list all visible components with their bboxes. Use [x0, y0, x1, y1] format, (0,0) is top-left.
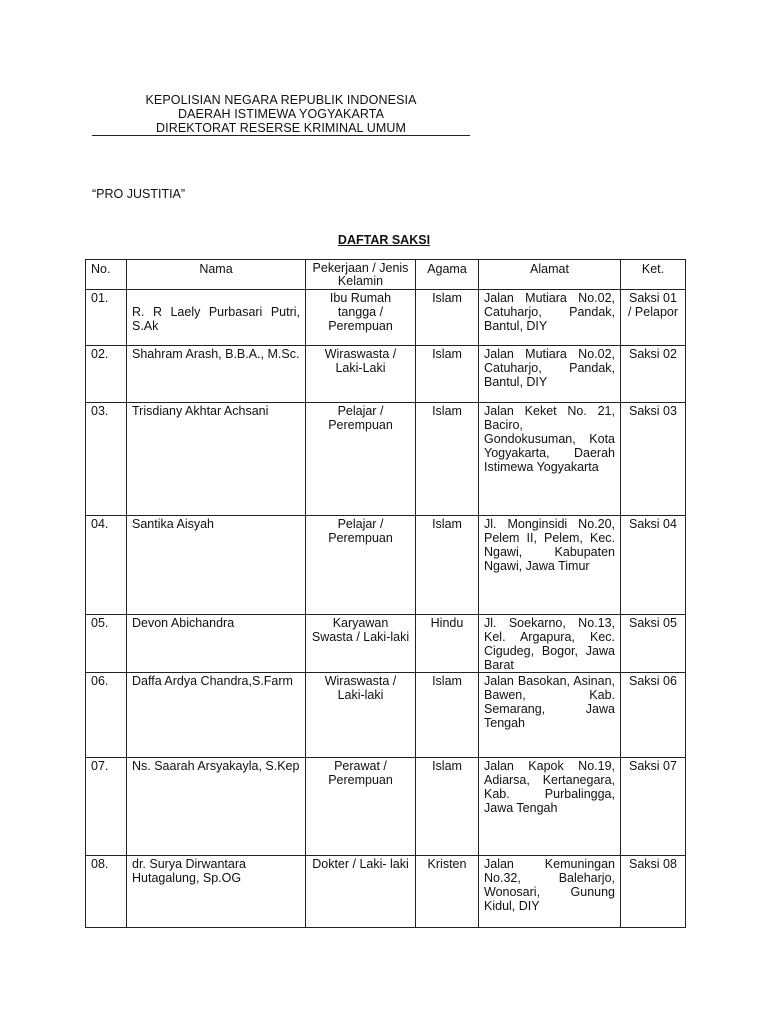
- cell-nama: Santika Aisyah: [127, 516, 306, 615]
- cell-nama: Devon Abichandra: [127, 615, 306, 673]
- column-header-pekerjaan: Pekerjaan / Jenis Kelamin: [306, 260, 416, 290]
- table-row: [86, 673, 686, 758]
- letterhead-line-3: DIREKTORAT RESERSE KRIMINAL UMUM: [156, 121, 406, 135]
- cell-pekerjaan: Ibu Rumah tangga / Perempuan: [306, 290, 416, 346]
- cell-ket: Saksi 08: [621, 856, 686, 928]
- column-header-no: No.: [86, 260, 127, 290]
- cell-alamat: Jalan Kemuningan No.32, Baleharjo, Wonosari, Gunung Kidul, DIY: [479, 856, 621, 928]
- cell-ket: Saksi 05: [621, 615, 686, 673]
- letterhead-divider: [92, 135, 470, 136]
- cell-alamat: Jalan Kapok No.19, Adiarsa, Kertanegara, Kab. Purbalingga, Jawa Tengah: [479, 758, 621, 856]
- letterhead-line-1: KEPOLISIAN NEGARA REPUBLIK INDONESIA: [145, 93, 417, 107]
- table-row: [86, 615, 686, 673]
- cell-pekerjaan: Pelajar / Perempuan: [306, 516, 416, 615]
- table-row: [86, 856, 686, 928]
- cell-alamat: Jalan Mutiara No.02, Catuharjo, Pandak, Bantul, DIY: [479, 346, 621, 403]
- witness-name: R. R Laely Purbasari Putri, S.Ak: [132, 305, 300, 333]
- cell-nama: Daffa Ardya Chandra,S.Farm: [127, 673, 306, 758]
- cell-alamat: Jalan Keket No. 21, Baciro, Gondokusuman, Kota Yogyakarta, Daerah Istimewa Yogyakarta: [479, 403, 621, 516]
- table-row: [86, 346, 686, 403]
- pro-justitia-label: “PRO JUSTITIA”: [92, 187, 186, 201]
- table-row: [86, 403, 686, 516]
- cell-agama: Islam: [416, 516, 479, 615]
- letterhead-line-2: DAERAH ISTIMEWA YOGYAKARTA: [177, 107, 385, 121]
- cell-nama: Trisdiany Akhtar Achsani: [127, 403, 306, 516]
- cell-agama: Islam: [416, 346, 479, 403]
- cell-no: 04.: [86, 516, 127, 615]
- cell-nama: Shahram Arash, B.B.A., M.Sc.: [127, 346, 306, 403]
- cell-no: 06.: [86, 673, 127, 758]
- column-header-alamat: Alamat: [479, 260, 621, 290]
- cell-nama: Ns. Saarah Arsyakayla, S.Kep: [127, 758, 306, 856]
- cell-pekerjaan: Wiraswasta / Laki-Laki: [306, 346, 416, 403]
- cell-ket: Saksi 06: [621, 673, 686, 758]
- column-header-nama: Nama: [127, 260, 306, 290]
- cell-no: 03.: [86, 403, 127, 516]
- table-header-row: [86, 260, 686, 290]
- witness-table: [85, 259, 686, 928]
- cell-alamat: Jalan Basokan, Asinan, Bawen, Kab. Semarang, Jawa Tengah: [479, 673, 621, 758]
- cell-no: 02.: [86, 346, 127, 403]
- column-header-ket: Ket.: [621, 260, 686, 290]
- cell-ket: Saksi 07: [621, 758, 686, 856]
- cell-pekerjaan: Dokter / Laki- laki: [306, 856, 416, 928]
- cell-alamat: Jl. Monginsidi No.20, Pelem II, Pelem, Kec. Ngawi, Kabupaten Ngawi, Jawa Timur: [479, 516, 621, 615]
- cell-pekerjaan: Pelajar / Perempuan: [306, 403, 416, 516]
- cell-agama: Hindu: [416, 615, 479, 673]
- cell-no: 05.: [86, 615, 127, 673]
- table-row: [86, 516, 686, 615]
- cell-no: 08.: [86, 856, 127, 928]
- cell-agama: Islam: [416, 673, 479, 758]
- cell-nama: [127, 290, 306, 346]
- cell-agama: Islam: [416, 758, 479, 856]
- cell-alamat: Jl. Soekarno, No.13, Kel. Argapura, Kec. Cigudeg, Bogor, Jawa Barat: [479, 615, 621, 673]
- cell-ket: Saksi 03: [621, 403, 686, 516]
- cell-ket: Saksi 01 / Pelapor: [621, 290, 686, 346]
- table-row: [86, 290, 686, 346]
- cell-agama: Kristen: [416, 856, 479, 928]
- document-title: DAFTAR SAKSI: [337, 233, 431, 247]
- cell-ket: Saksi 04: [621, 516, 686, 615]
- cell-pekerjaan: Karyawan Swasta / Laki-laki: [306, 615, 416, 673]
- cell-agama: Islam: [416, 403, 479, 516]
- cell-no: 07.: [86, 758, 127, 856]
- cell-ket: Saksi 02: [621, 346, 686, 403]
- cell-no: 01.: [86, 290, 127, 346]
- letterhead: [92, 93, 470, 135]
- cell-agama: Islam: [416, 290, 479, 346]
- cell-pekerjaan: Perawat / Perempuan: [306, 758, 416, 856]
- table-row: [86, 758, 686, 856]
- cell-nama: dr. Surya Dirwantara Hutagalung, Sp.OG: [127, 856, 306, 928]
- column-header-agama: Agama: [416, 260, 479, 290]
- cell-pekerjaan: Wiraswasta / Laki-laki: [306, 673, 416, 758]
- cell-alamat: Jalan Mutiara No.02, Catuharjo, Pandak, Bantul, DIY: [479, 290, 621, 346]
